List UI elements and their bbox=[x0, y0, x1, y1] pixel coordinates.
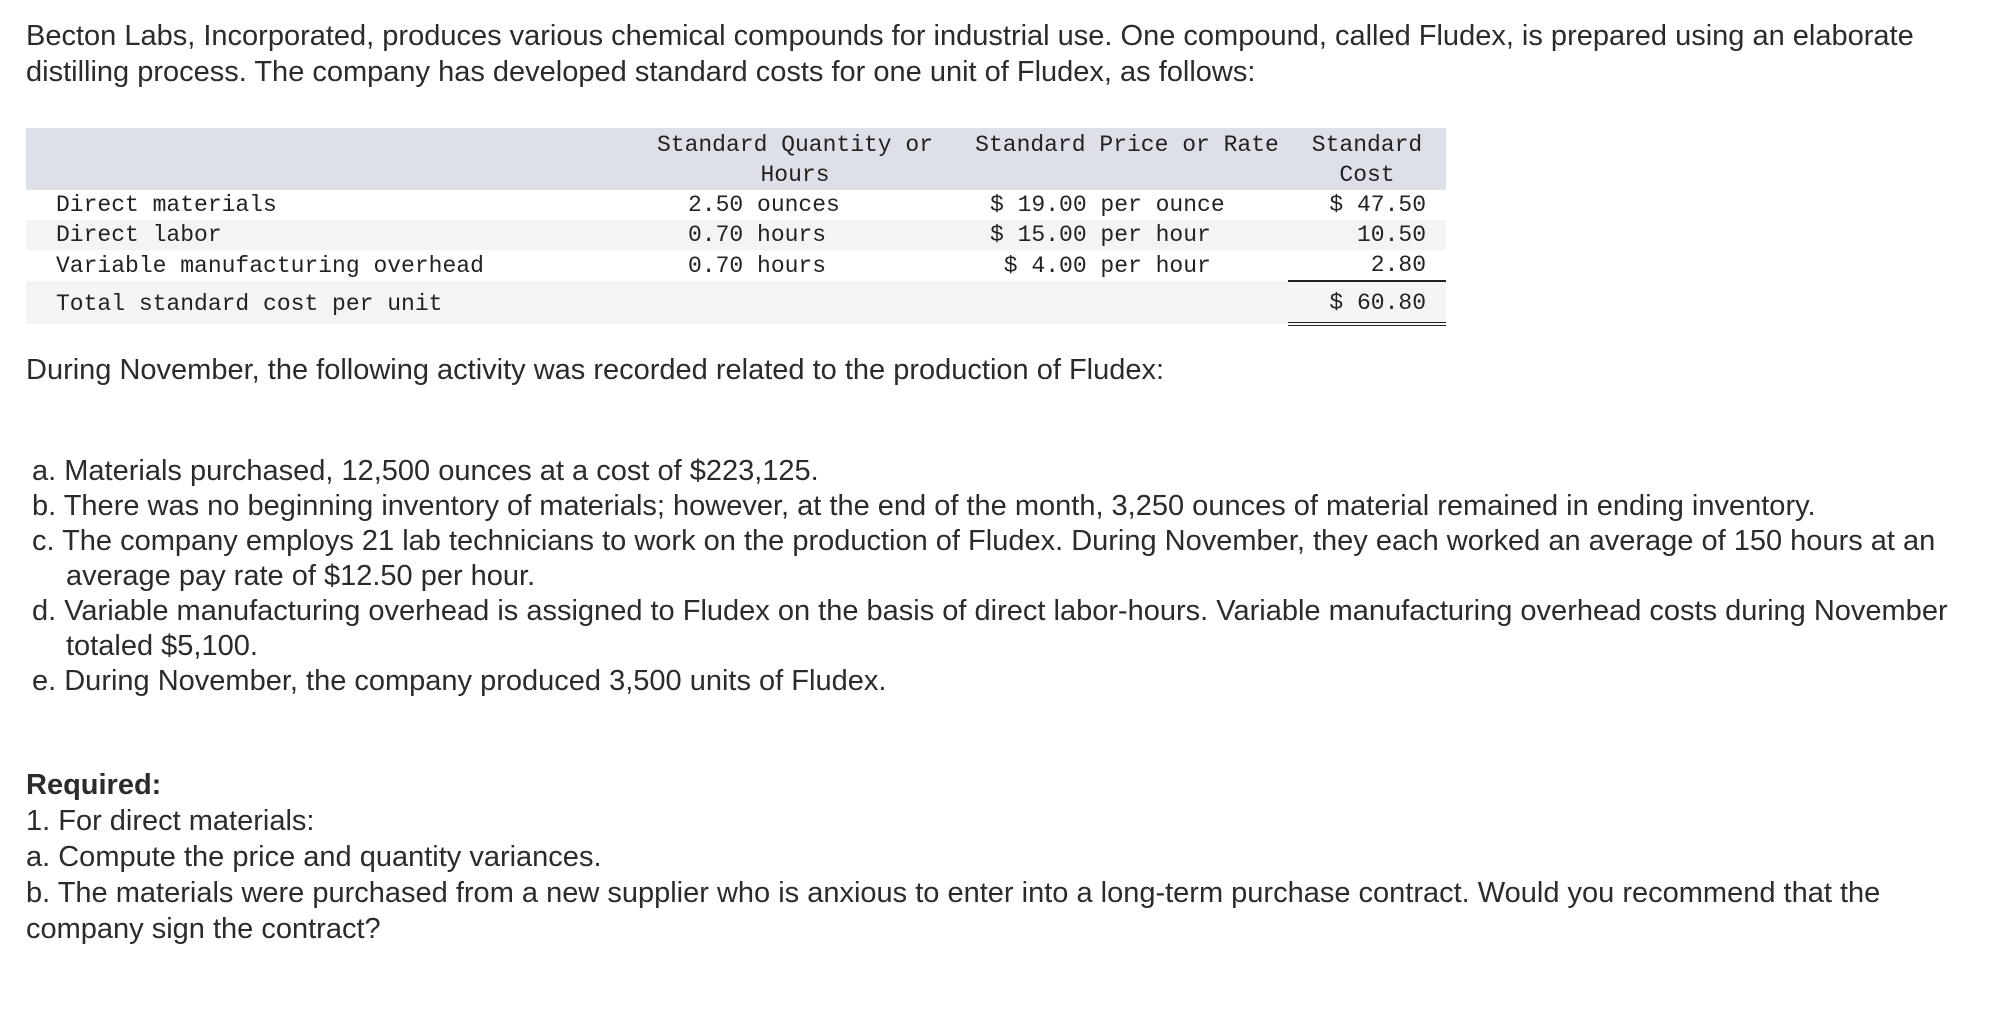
row-price: $ 19.00 per ounce bbox=[990, 192, 1225, 218]
row-cost: 10.50 bbox=[1288, 220, 1446, 250]
row-qty: 0.70 hours bbox=[688, 252, 827, 279]
row-price: $ 4.00 per hour bbox=[990, 252, 1211, 279]
row-price: $ 15.00 per hour bbox=[966, 220, 1288, 250]
activity-intro: During November, the following activity was recorded related to the production of Fludex: bbox=[26, 354, 1165, 386]
intro-paragraph: Becton Labs, Incorporated, produces various chemical compounds for industrial use. One compound, called Fludex, is prepared using an elaborate distilling process. The company has developed standard costs for one unit of Fludex, as follows: bbox=[26, 20, 1914, 88]
row-qty: 2.50 ounces bbox=[688, 192, 840, 218]
total-price-empty bbox=[966, 281, 1288, 324]
header-qty: Standard Quantity or Hours bbox=[624, 128, 966, 190]
row-label: Direct materials bbox=[56, 192, 277, 218]
row-label: Variable manufacturing overhead bbox=[56, 252, 484, 279]
list-item: c. The company employs 21 lab technicians to work on the production of Fludex. During November, they each worked an average of 150 hours at an average pay rate of $12.50 per hour. bbox=[32, 525, 1936, 592]
required-line: b. The materials were purchased from a new supplier who is anxious to enter into a long-term purchase contract. Would you recommend that the company sign the contract? bbox=[26, 877, 1881, 945]
list-item: d. Variable manufacturing overhead is assigned to Fludex on the basis of direct labor-hours. Variable manufacturing overhead costs during November totaled $5,100. bbox=[32, 595, 1948, 662]
header-cost: Standard Cost bbox=[1288, 128, 1446, 190]
standard-cost-table bbox=[26, 128, 1446, 326]
table-row bbox=[26, 190, 1446, 220]
table-header-row bbox=[26, 128, 1446, 190]
table-row bbox=[26, 220, 1446, 250]
required-line: 1. For direct materials: bbox=[26, 805, 315, 837]
required-section bbox=[26, 767, 1956, 947]
row-cost: 2.80 bbox=[1288, 250, 1446, 281]
total-label: Total standard cost per unit bbox=[26, 281, 624, 324]
total-row bbox=[26, 281, 1446, 324]
header-price: Standard Price or Rate bbox=[966, 128, 1288, 190]
required-heading: Required: bbox=[26, 769, 162, 801]
problem-page bbox=[26, 18, 1956, 947]
list-item: b. There was no beginning inventory of materials; however, at the end of the month, 3,250 ounces of material remained in ending inventory. bbox=[32, 490, 1816, 522]
activity-list bbox=[26, 454, 1956, 699]
standard-cost-table-wrap bbox=[26, 128, 1446, 326]
row-label: Direct labor bbox=[26, 220, 624, 250]
required-line: a. Compute the price and quantity variances. bbox=[26, 841, 602, 873]
list-item: e. During November, the company produced 3,500 units of Fludex. bbox=[32, 665, 887, 697]
header-label bbox=[26, 128, 624, 190]
list-item: a. Materials purchased, 12,500 ounces at a cost of $223,125. bbox=[32, 455, 819, 487]
row-cost: $ 47.50 bbox=[1329, 192, 1426, 218]
row-qty: 0.70 hours bbox=[624, 220, 966, 250]
table-row bbox=[26, 250, 1446, 281]
total-cost: $ 60.80 bbox=[1288, 281, 1446, 324]
total-qty-empty bbox=[624, 281, 966, 324]
